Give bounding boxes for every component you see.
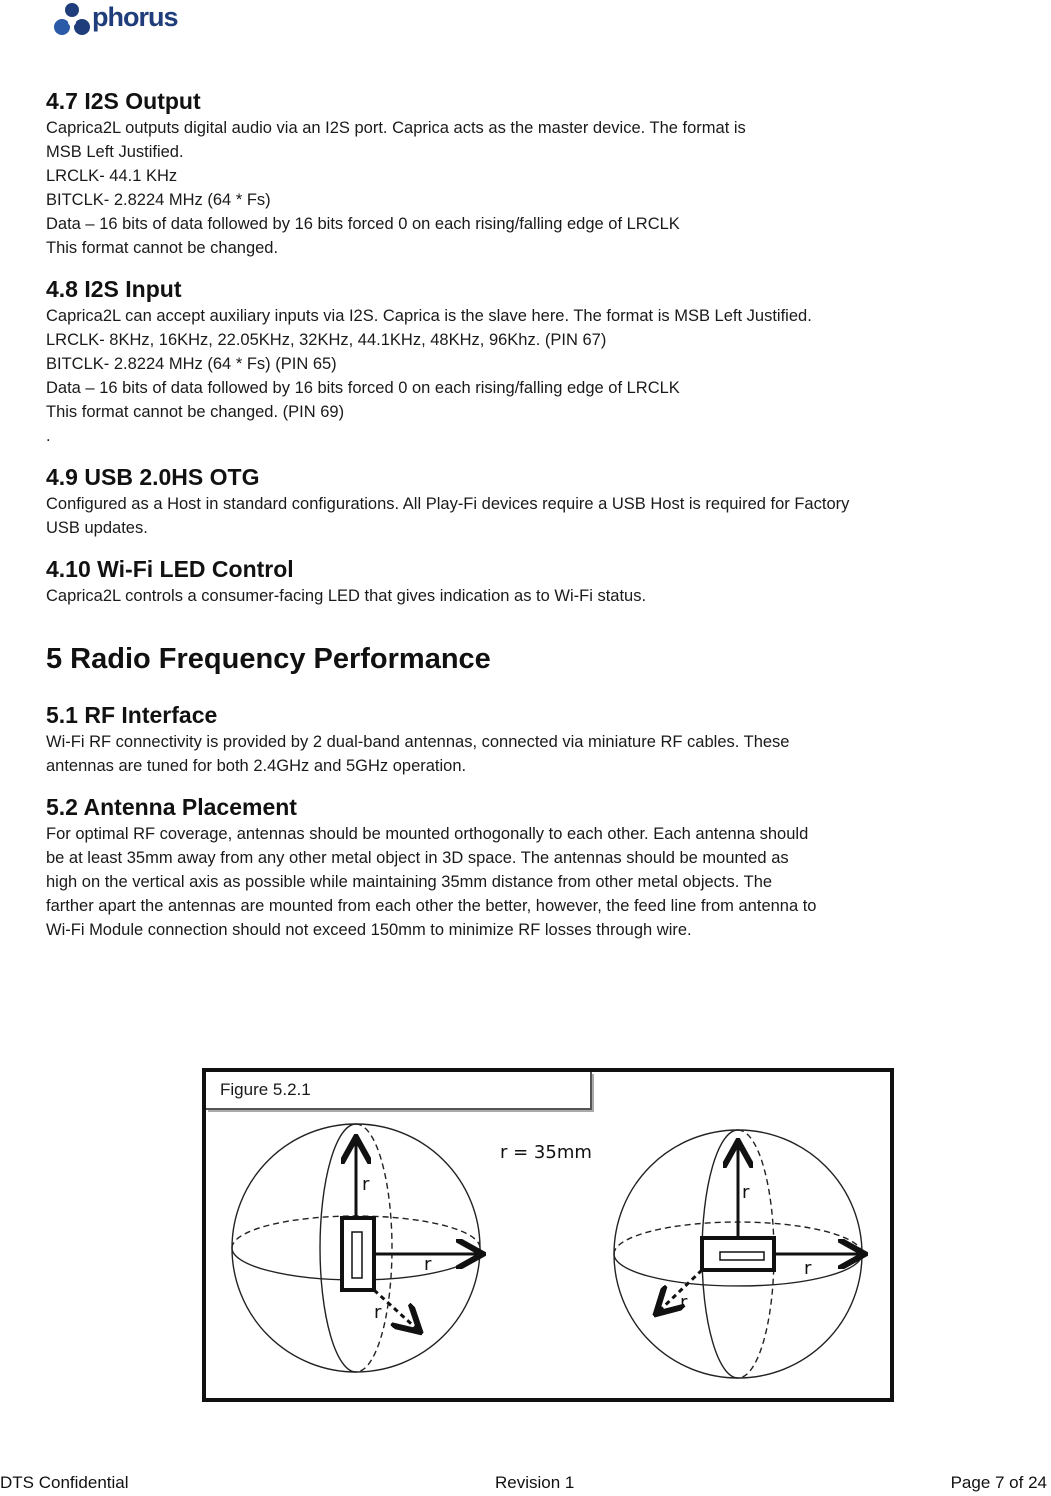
section-5 <box>46 640 1051 678</box>
document-body <box>46 86 1051 956</box>
radius-label: r <box>742 1182 750 1203</box>
section-4-8 <box>46 274 1051 448</box>
radius-value-label: r = 35mm <box>500 1142 592 1163</box>
paragraph-line: LRCLK- 8KHz, 16KHz, 22.05KHz, 32KHz, 44.1KHz, 48KHz, 96Khz. (PIN 67) <box>46 331 607 349</box>
antenna-placement-figure <box>202 1068 894 1402</box>
sphere-vertical-antenna <box>232 1124 480 1372</box>
section-5-1 <box>46 700 1051 778</box>
paragraph-line: high on the vertical axis as possible while maintaining 35mm distance from other metal objects. The <box>46 873 773 891</box>
section-heading: 5.1 RF Interface <box>46 702 218 728</box>
section-heading: 4.9 USB 2.0HS OTG <box>46 464 260 490</box>
paragraph-line: Caprica2L controls a consumer-facing LED that gives indication as to Wi-Fi status. <box>46 587 647 605</box>
phorus-logo-icon <box>52 0 92 40</box>
paragraph-line: USB updates. <box>46 519 148 537</box>
section-4-9 <box>46 462 1051 540</box>
footer-revision: Revision 1 <box>495 1473 575 1492</box>
paragraph-line: Wi-Fi Module connection should not exceed 150mm to minimize RF losses through wire. <box>46 921 692 939</box>
paragraph-line: . <box>46 427 51 445</box>
paragraph-line: be at least 35mm away from any other metal object in 3D space. The antennas should be mounted as <box>46 849 789 867</box>
paragraph-line: BITCLK- 2.8224 MHz (64 * Fs) (PIN 65) <box>46 355 337 373</box>
paragraph-line: This format cannot be changed. (PIN 69) <box>46 403 345 421</box>
chapter-heading: 5 Radio Frequency Performance <box>46 643 491 675</box>
paragraph-line: For optimal RF coverage, antennas should be mounted orthogonally to each other. Each antenna should <box>46 825 809 843</box>
radius-label: r <box>680 1292 688 1313</box>
paragraph-line: antennas are tuned for both 2.4GHz and 5GHz operation. <box>46 757 467 775</box>
paragraph-line: Data – 16 bits of data followed by 16 bits forced 0 on each rising/falling edge of LRCLK <box>46 379 680 397</box>
paragraph-line: BITCLK- 2.8224 MHz (64 * Fs) <box>46 191 271 209</box>
phorus-logo <box>52 0 192 42</box>
radius-label: r <box>374 1302 382 1323</box>
paragraph-line: Configured as a Host in standard configurations. All Play-Fi devices require a USB Host is required for Factory <box>46 495 850 513</box>
radius-label: r <box>804 1258 812 1279</box>
footer-confidential: DTS Confidential <box>0 1473 129 1492</box>
sphere-horizontal-antenna <box>614 1130 862 1378</box>
section-heading: 4.10 Wi-Fi LED Control <box>46 556 294 582</box>
radius-label: r <box>424 1254 432 1275</box>
paragraph-line: Caprica2L outputs digital audio via an I2S port. Caprica acts as the master device. The format is <box>46 119 746 137</box>
footer-page-number: Page 7 of 24 <box>950 1473 1047 1492</box>
paragraph-line: This format cannot be changed. <box>46 239 279 257</box>
antenna-sphere-diagram <box>206 1072 890 1398</box>
section-5-2 <box>46 792 1051 942</box>
paragraph-line: LRCLK- 44.1 KHz <box>46 167 178 185</box>
radius-label: r <box>362 1174 370 1195</box>
paragraph-line: Data – 16 bits of data followed by 16 bits forced 0 on each rising/falling edge of LRCLK <box>46 215 680 233</box>
paragraph-line: farther apart the antennas are mounted from each other the better, however, the feed line from antenna to <box>46 897 817 915</box>
paragraph-line: Wi-Fi RF connectivity is provided by 2 dual-band antennas, connected via miniature RF cables. These <box>46 733 790 751</box>
paragraph-line: MSB Left Justified. <box>46 143 184 161</box>
section-heading: 5.2 Antenna Placement <box>46 794 297 820</box>
section-heading: 4.8 I2S Input <box>46 276 182 302</box>
paragraph-line: Caprica2L can accept auxiliary inputs via I2S. Caprica is the slave here. The format is MSB Left Justified. <box>46 307 812 325</box>
figure-caption: Figure 5.2.1 <box>206 1072 592 1110</box>
section-heading: 4.7 I2S Output <box>46 88 201 114</box>
section-4-7 <box>46 86 1051 260</box>
section-4-10 <box>46 554 1051 608</box>
logo-wordmark: phorus <box>92 2 178 32</box>
